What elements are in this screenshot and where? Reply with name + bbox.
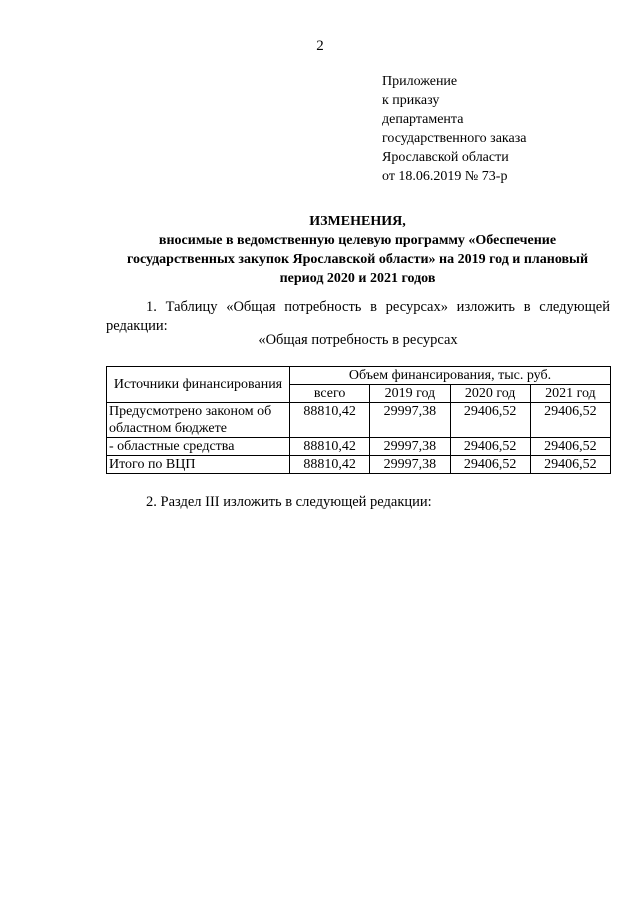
cell-value: 29406,52	[530, 456, 610, 474]
cell-value: 29406,52	[530, 403, 610, 438]
row-source: Итого по ВЦП	[107, 456, 290, 474]
cell-value: 29406,52	[530, 438, 610, 456]
cell-value: 29997,38	[370, 438, 450, 456]
title-heading: ИЗМЕНЕНИЯ,	[309, 214, 406, 229]
appendix-line: департамента	[382, 112, 464, 127]
table-row	[107, 438, 611, 456]
table-row	[107, 403, 611, 438]
cell-value: 29406,52	[450, 403, 530, 438]
appendix-line: Ярославской области	[382, 150, 509, 165]
cell-value: 29406,52	[450, 438, 530, 456]
page-number: 2	[316, 38, 324, 54]
paragraph-2: 2. Раздел III изложить в следующей редакции:	[146, 494, 432, 510]
cell-value: 88810,42	[290, 456, 370, 474]
table-header-row	[107, 367, 611, 385]
row-source: - областные средства	[107, 438, 290, 456]
subheader-2019: 2019 год	[370, 385, 450, 403]
paragraph-1: 1. Таблицу «Общая потребность в ресурсах» изложить в следующей редакции:	[106, 299, 610, 334]
document-title	[100, 212, 615, 288]
subheader-2020: 2020 год	[450, 385, 530, 403]
title-line: вносимые в ведомственную целевую программу «Обеспечение	[158, 233, 557, 248]
title-line: период 2020 и 2021 годов	[279, 271, 436, 286]
title-line: государственных закупок Ярославской области» на 2019 год и плановый	[126, 252, 589, 267]
source-header: Источники финансирования	[107, 367, 290, 403]
appendix-line: к приказу	[382, 93, 440, 108]
cell-value: 29406,52	[450, 456, 530, 474]
table-caption: «Общая потребность в ресурсах	[258, 332, 458, 348]
resources-table	[106, 366, 611, 474]
volume-header: Объем финансирования, тыс. руб.	[290, 367, 611, 385]
cell-value: 88810,42	[290, 403, 370, 438]
cell-value: 29997,38	[370, 403, 450, 438]
cell-value: 29997,38	[370, 456, 450, 474]
subheader-2021: 2021 год	[530, 385, 610, 403]
cell-value: 88810,42	[290, 438, 370, 456]
appendix-block	[382, 72, 526, 186]
appendix-line: от 18.06.2019 № 73-р	[382, 169, 508, 184]
appendix-line: государственного заказа	[382, 131, 527, 146]
table-row	[107, 456, 611, 474]
row-source: Предусмотрено законом об областном бюджете	[107, 403, 290, 438]
appendix-line: Приложение	[382, 74, 458, 89]
subheader-total: всего	[290, 385, 370, 403]
